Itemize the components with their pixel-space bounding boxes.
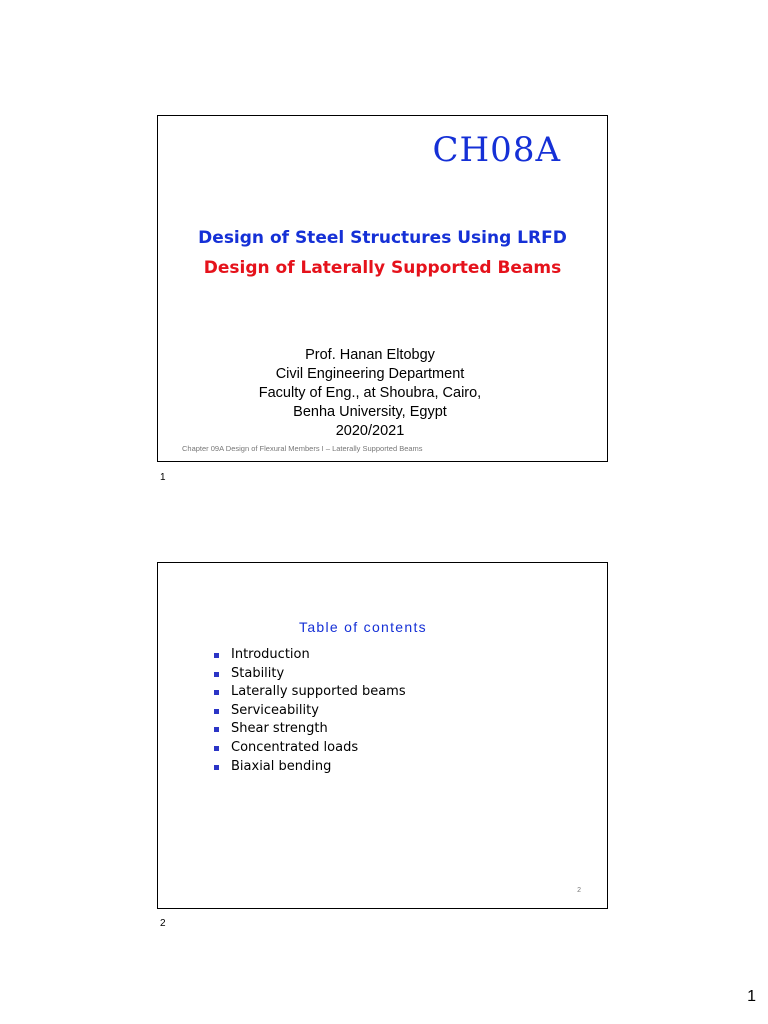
square-bullet-icon: [214, 690, 219, 695]
slide-2: [157, 562, 608, 909]
toc-item-label: Biaxial bending: [231, 758, 332, 774]
square-bullet-icon: [214, 653, 219, 658]
toc-item: [214, 702, 406, 721]
chapter-code: CH08A: [432, 130, 561, 170]
chapter-title: Design of Laterally Supported Beams: [203, 258, 562, 278]
slide-1: [157, 115, 608, 462]
slide-1-caption: 1: [160, 472, 166, 483]
slide-2-caption: 2: [160, 918, 166, 929]
toc-item-label: Introduction: [231, 647, 310, 662]
toc-item-label: Laterally supported beams: [231, 684, 406, 700]
toc-item: [214, 646, 406, 665]
author-university: Benha University, Egypt: [293, 404, 447, 420]
square-bullet-icon: [214, 765, 219, 770]
author-department: Civil Engineering Department: [275, 366, 465, 382]
square-bullet-icon: [214, 709, 219, 714]
toc-title: Table of contents: [299, 619, 427, 635]
page-number: 1: [747, 988, 756, 1005]
toc-item: [214, 739, 406, 758]
toc-item-label: Shear strength: [231, 721, 328, 737]
toc-list: [214, 646, 406, 776]
toc-item: [214, 665, 406, 684]
square-bullet-icon: [214, 746, 219, 751]
toc-item-label: Stability: [231, 665, 285, 681]
author-faculty: Faculty of Eng., at Shoubra, Cairo,: [258, 385, 482, 401]
slide-footer: Chapter 09A Design of Flexural Members I – Laterally Supported Beams: [182, 444, 423, 453]
academic-year: 2020/2021: [335, 423, 405, 439]
author-block: [210, 346, 530, 441]
author-name: Prof. Hanan Eltobgy: [305, 347, 435, 363]
toc-item-label: Serviceability: [231, 702, 319, 718]
slide-number: 2: [577, 887, 581, 894]
toc-item-label: Concentrated loads: [231, 739, 359, 755]
toc-item: [214, 720, 406, 739]
square-bullet-icon: [214, 727, 219, 732]
toc-item: [214, 683, 406, 702]
toc-item: [214, 758, 406, 777]
course-title: Design of Steel Structures Using LRFD: [198, 228, 567, 248]
square-bullet-icon: [214, 672, 219, 677]
